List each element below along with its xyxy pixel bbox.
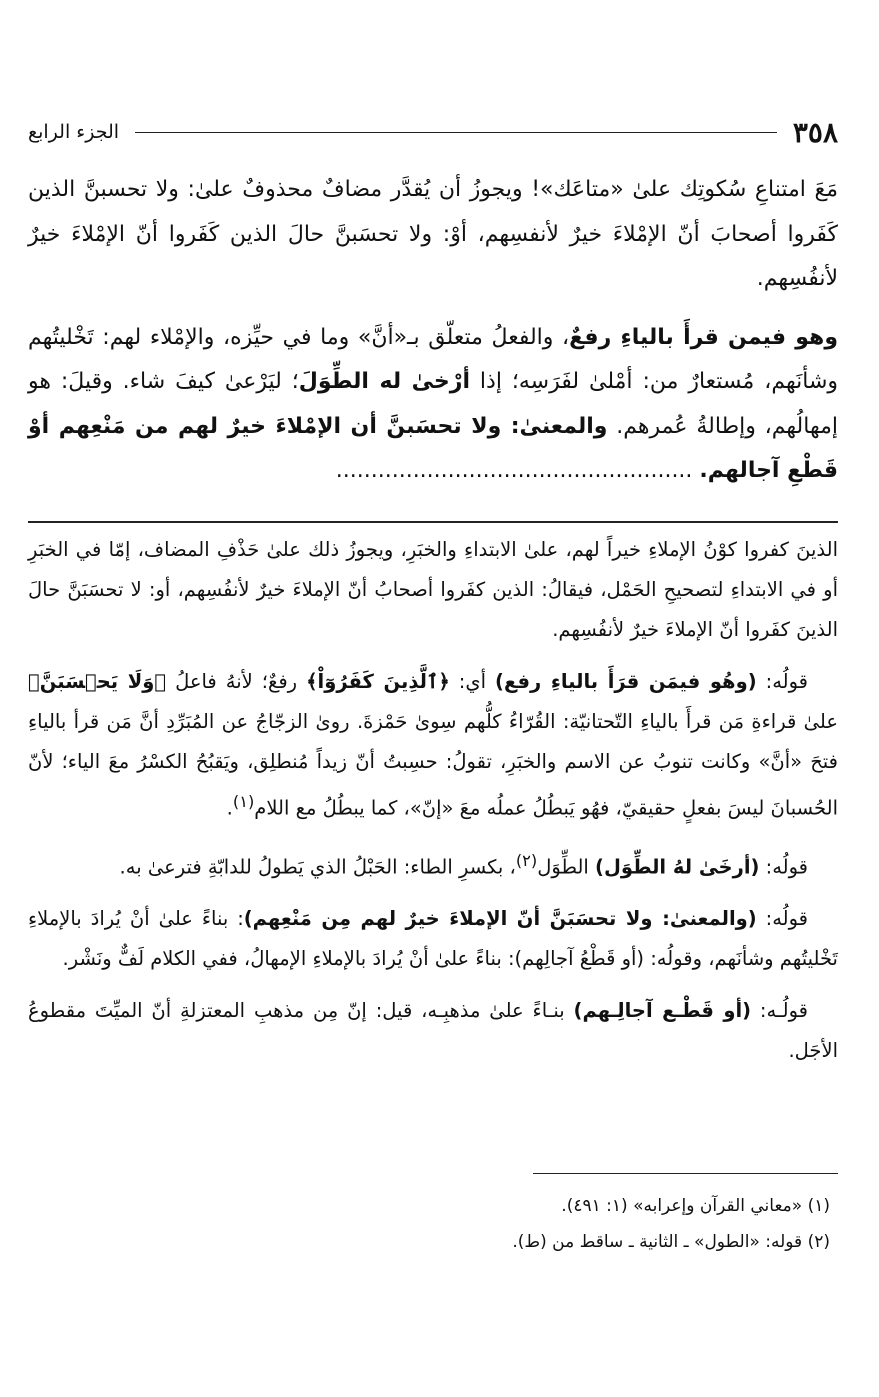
footnote-ref-2[interactable]: (٢) — [515, 850, 538, 870]
footnotes — [28, 1188, 838, 1260]
c2-text-3: علىٰ قراءةِ مَن قرأَ بالياءِ التّحتانيّة: القُرّاءُ كلُّهم سِوىٰ حَمْزةَ. روىٰ الزجّاجُ عن المُبَرِّدِ أنَّ مَن قرأ بالياءِ فتحَ «أنَّ» وكانت تنوبُ عن الاسم والخبَرِ، تقولُ: حسِبتُ أنّ زيداً مُنطلِق، ويَقبُحُ الكسْرُ معَ الياء؛ لأنّ الحُسبانَ ليسَ بفعلٍ حقيقيّ، فهُو يَبطُلُ عملُه معَ «إنّ»، كما يبطُلُ مع اللام — [28, 710, 838, 820]
c3-bold-1: (أرخَىٰ لهُ الطِّوَل) — [595, 855, 760, 878]
commentary-paragraph-2 — [28, 662, 838, 829]
commentary — [28, 530, 838, 1083]
footnote-2: (٢) قوله: «الطول» ـ الثانية ـ ساقط من (ط). — [512, 1232, 830, 1252]
c2-label: قولُه: — [765, 670, 808, 693]
c2-bold-1: (وهُو فيمَن قرَأَ بالياءِ رفع) — [495, 670, 757, 693]
commentary-paragraph-5 — [28, 991, 838, 1071]
footnote-rule — [533, 1173, 838, 1174]
main-p2-text-1: ، والفعلُ متعلّق بـ«أنَّ» وما في حيِّزه، والإمْلاء لهم: تَخْليتُهم وشأنَهم، مُستعارٌ من: أمْلىٰ لفَرَسِه؛ إذا — [28, 324, 838, 394]
main-p2-dots: ................................................... — [335, 458, 693, 483]
c2-text-2: رفعٌ؛ لأنهُ فاعلُ — [166, 670, 307, 693]
c5-text-1: بنـاءً علىٰ مذهبِـه، قيل: إنّ مِن مذهبِ المعتزلةِ أنّ الميِّتَ مقطوعُ الأجَل. — [28, 999, 838, 1062]
main-p2-bold-1: وهو فيمن قرأَ بالياءِ رفعٌ — [569, 324, 838, 350]
header-rule — [135, 132, 777, 133]
main-p2-text-2: ؛ ليَرْعىٰ كيفَ شاء. وقيلَ: هو إمهالُهم، وإطالةُ عُمرهم. — [28, 369, 838, 439]
section-divider — [28, 521, 838, 523]
c2-text-1: أي: — [449, 670, 496, 693]
main-paragraph-1: مَعَ امتناعِ سُكوتِك علىٰ «متاعَك»! ويجوزُ أن يُقدَّر مضافٌ محذوفٌ علىٰ: ولا تحسبنَّ الذين كَفَروا أصحابَ أنّ الإمْلاءَ خيرٌ لأنفسِهم، أوْ: ولا تحسَبنَّ حالَ الذين كَفَروا أنّ الإمْلاءَ خيرٌ لأنفُسِهم. — [28, 177, 838, 291]
running-title: الجزء الرابع — [28, 121, 120, 143]
footnote-1: (١) «معاني القرآن وإعرابه» (١: ٤٩١). — [561, 1196, 830, 1216]
c3-text-1: الطِّوَل — [537, 855, 596, 878]
main-p2-bold-2: أرْخىٰ له الطِّوَلَ — [298, 369, 470, 394]
c2-end: . — [226, 796, 233, 820]
commentary-paragraph-1: الذينَ كفروا كوْنُ الإملاءِ خيراً لهم، علىٰ الابتداءِ والخبَرِ، ويجوزُ ذلك علىٰ حَذْفِ المضاف، إمّا في الخبَرِ أو في الابتداءِ لتصحيحِ الحَمْل، فيقالُ: الذين كفَروا أصحابُ أنّ الإملاءَ خيرٌ لأنفُسِهم، أو: لا تحسَبَنَّ حالَ الذينَ كفَروا أنّ الإملاءَ خيرٌ لأنفُسِهم. — [28, 538, 838, 641]
c3-label: قولُه: — [765, 855, 808, 878]
c4-text-1: : بناءً علىٰ أنْ يُرادَ بالإملاءِ تَخْليتُهم وشأنَهم، وقولُه: (أو قَطْعُ آجالِهم): بناءً علىٰ أنْ يُرادَ بالإملاءِ الإمهالُ، ففي الكلام لَفٌّ ونَشْر. — [28, 907, 838, 970]
c2-quran-2: ﴿وَلَا يَحۡسَبَنَّ﴾ — [28, 670, 167, 693]
commentary-paragraph-3 — [28, 841, 838, 888]
c5-bold-1: (أو قَطْـع آجالِـهم) — [573, 999, 752, 1022]
main-paragraph-2 — [28, 316, 838, 494]
main-text — [28, 168, 838, 508]
main-p2-bold-3: والمعنىٰ: ولا تحسَبنَّ أن الإمْلاءَ خيرٌ لهم من مَنْعِهم أوْ قَطْعِ آجالهم. — [28, 413, 838, 483]
footnote-ref-1[interactable]: (١) — [232, 792, 255, 811]
page-header — [28, 108, 838, 156]
page-number: ٣٥٨ — [792, 115, 838, 149]
c3-text-2: ، بكسرِ الطاء: الحَبْلُ الذي يَطولُ للدابّةِ فترعىٰ به. — [119, 855, 516, 878]
c2-quran-1: ﴿ٱلَّذِينَ كَفَرُوٓاْ﴾ — [306, 670, 450, 693]
c4-bold-1: (والمعنىٰ: ولا تحسَبَنَّ أنّ الإملاءَ خيرٌ لهم مِن مَنْعِهم) — [243, 907, 757, 930]
c4-label: قولُه: — [765, 907, 808, 930]
c5-label: قولُـه: — [759, 999, 808, 1022]
commentary-paragraph-4 — [28, 899, 838, 979]
